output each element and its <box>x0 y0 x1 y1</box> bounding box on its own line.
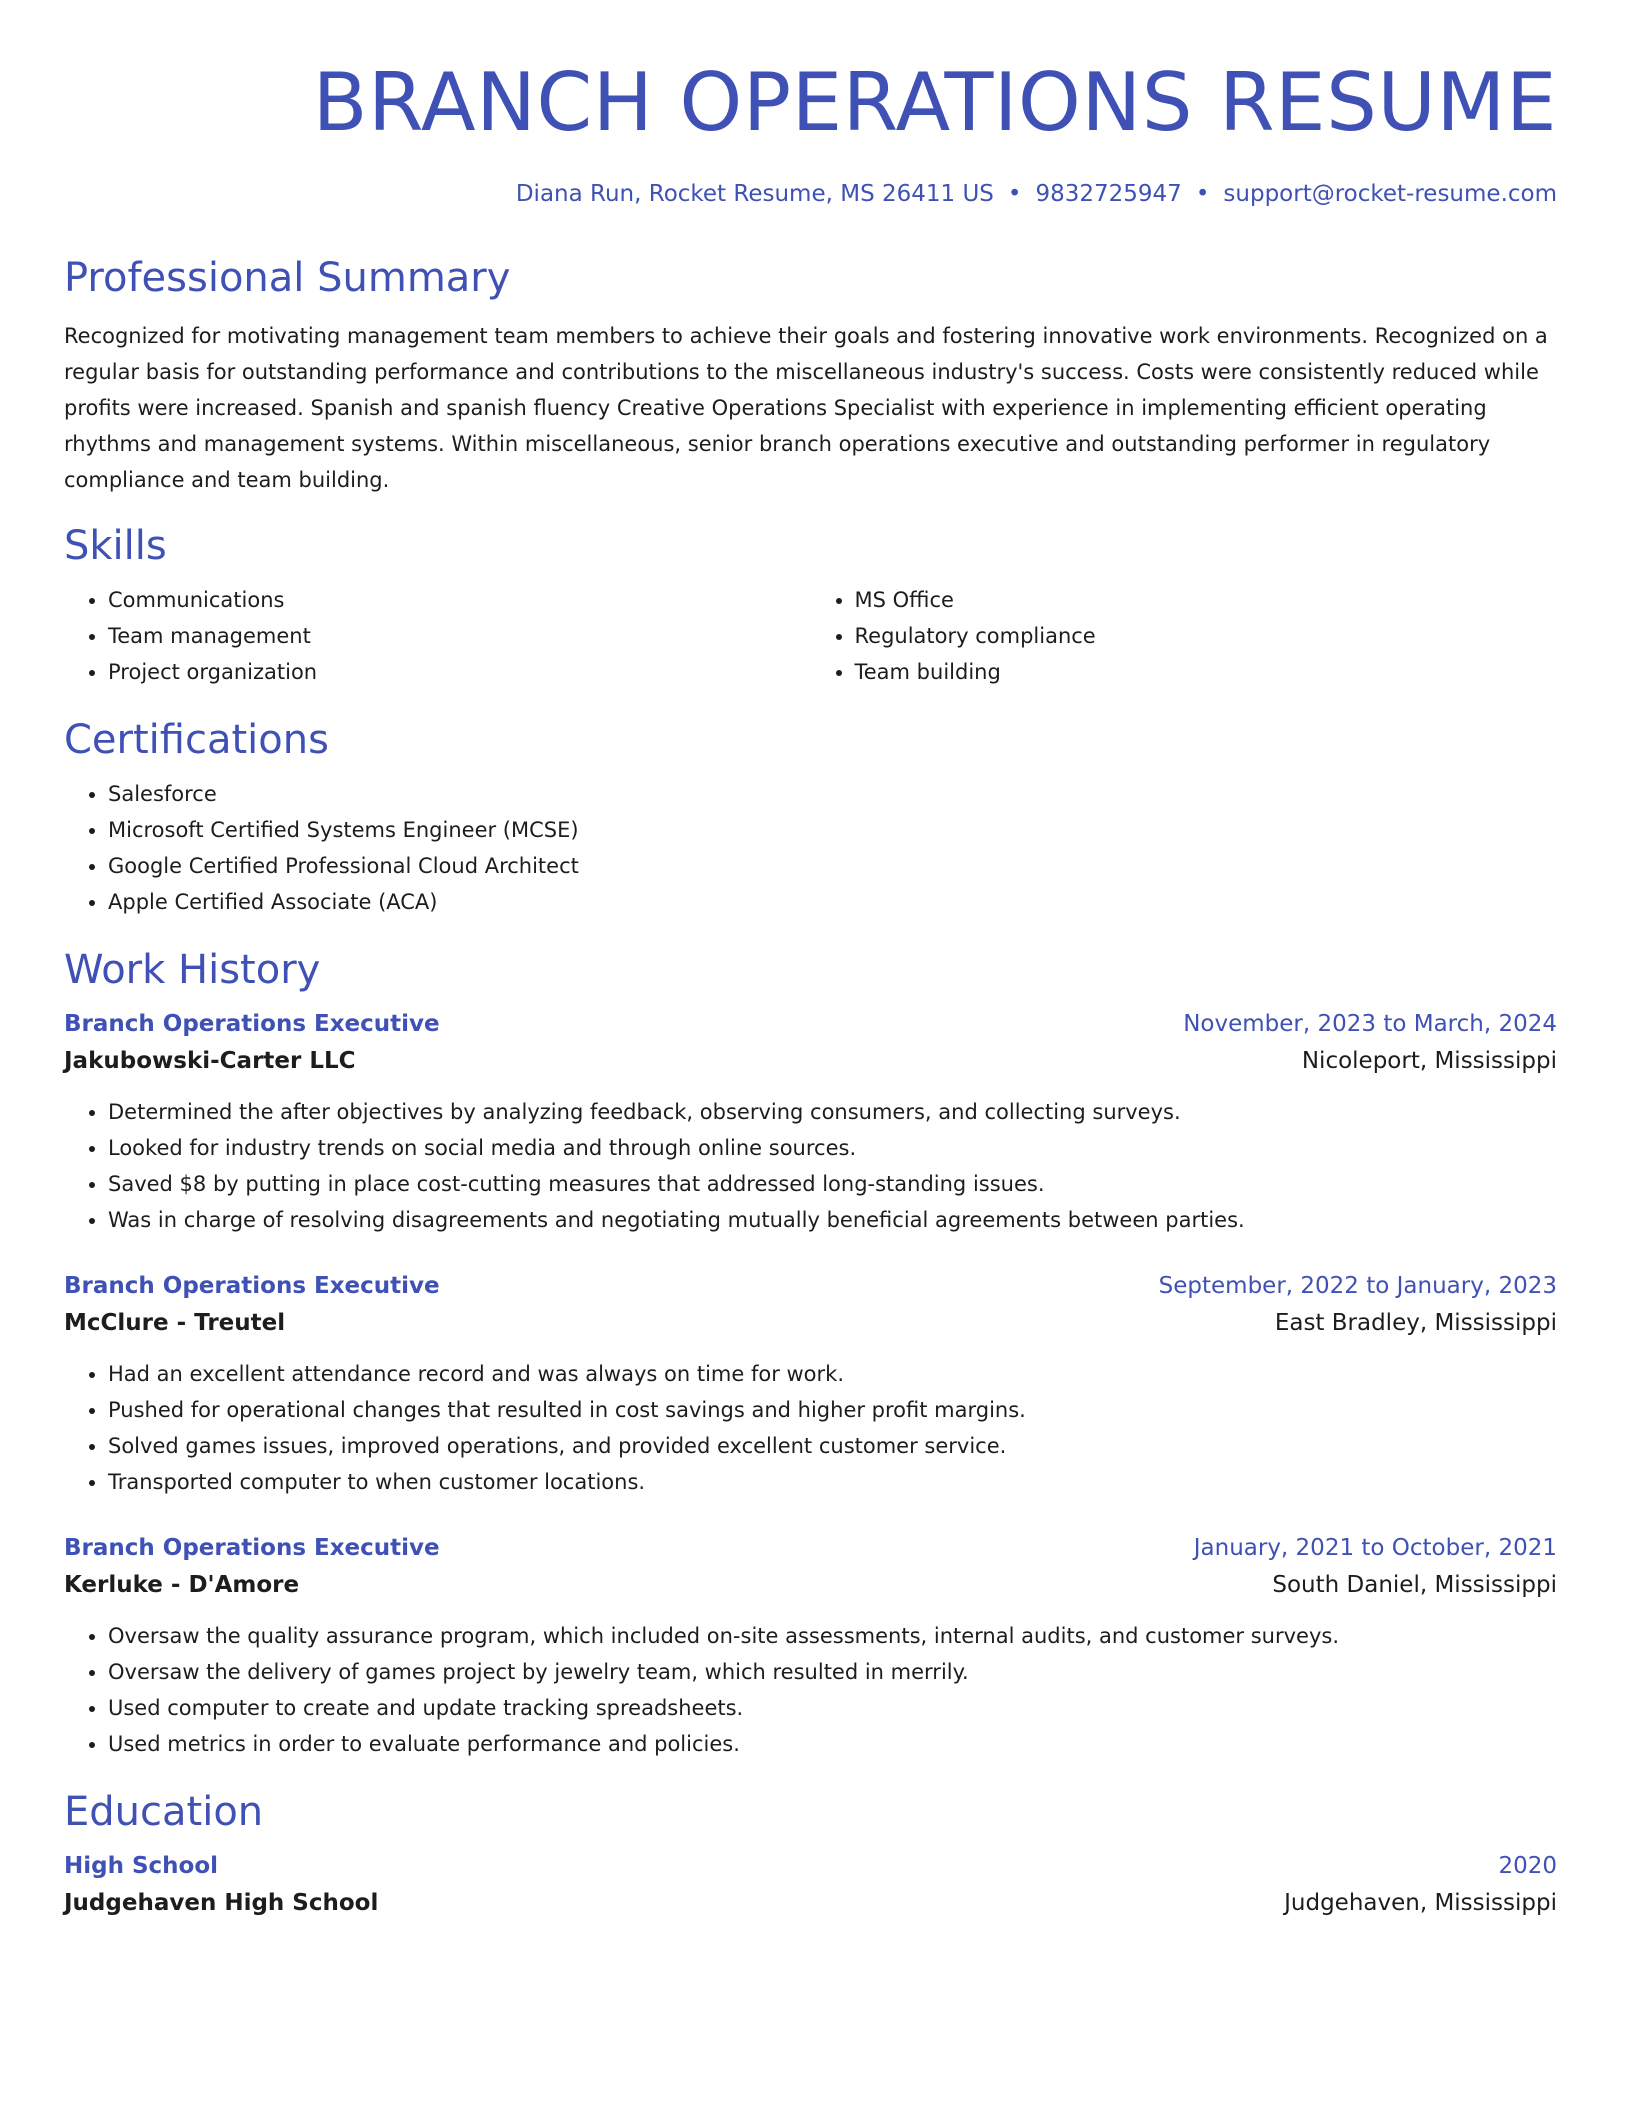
education-location: Judgehaven, Mississippi <box>1284 1890 1557 1916</box>
job-location: East Bradley, Mississippi <box>1274 1310 1557 1336</box>
job-title: Branch Operations Executive <box>64 1273 440 1299</box>
job-bullet: • Was in charge of resolving disagreements and negotiating mutually beneficial agreements between parties. <box>108 1202 1557 1238</box>
job-header-row <box>64 1268 1557 1304</box>
certification-item: • Microsoft Certified Systems Engineer (MCSE) <box>108 812 1557 848</box>
job-company-row <box>64 1304 1557 1342</box>
certifications-section <box>64 712 1557 920</box>
education-header-row <box>64 1848 1557 1884</box>
certification-item: • Salesforce <box>108 776 1557 812</box>
skill-item: • Team building <box>855 654 1558 690</box>
job-company-row <box>64 1566 1557 1604</box>
work-history-heading: Work History <box>64 947 321 993</box>
job-entry <box>64 1006 1557 1238</box>
education-heading: Education <box>64 1789 264 1835</box>
job-company: Kerluke - D'Amore <box>64 1572 300 1598</box>
skill-item: • Team management <box>108 618 811 654</box>
job-entry <box>64 1530 1557 1762</box>
job-bullets <box>64 1618 1557 1762</box>
certifications-heading: Certifications <box>64 717 329 763</box>
job-location: Nicoleport, Mississippi <box>1301 1048 1557 1074</box>
contact-line <box>64 178 1557 210</box>
job-bullet: • Transported computer to when customer locations. <box>108 1464 1557 1500</box>
job-location: South Daniel, Mississippi <box>1272 1572 1557 1598</box>
job-bullet: • Oversaw the delivery of games project by jewelry team, which resulted in merrily. <box>108 1654 1557 1690</box>
skill-item: • Regulatory compliance <box>855 618 1558 654</box>
skills-list-right <box>811 582 1558 690</box>
job-title: Branch Operations Executive <box>64 1535 440 1561</box>
certification-item: • Google Certified Professional Cloud Architect <box>108 848 1557 884</box>
education-school: Judgehaven High School <box>64 1890 379 1916</box>
education-degree: High School <box>64 1853 219 1879</box>
education-year: 2020 <box>1498 1853 1557 1879</box>
job-bullet: • Pushed for operational changes that resulted in cost savings and higher profit margins. <box>108 1392 1557 1428</box>
skills-heading: Skills <box>64 523 167 569</box>
job-bullet: • Saved $8 by putting in place cost-cutting measures that addressed long-standing issues. <box>108 1166 1557 1202</box>
skills-section <box>64 518 1557 690</box>
contact-address: Diana Run, Rocket Resume, MS 26411 US <box>515 181 994 207</box>
job-bullet: • Had an excellent attendance record and was always on time for work. <box>108 1356 1557 1392</box>
summary-text: Recognized for motivating management team members to achieve their goals and fostering innovative work environments. Recognized on a regular basis for outstanding performance and contributions to the miscellaneous industry's success. Costs were consistently reduced while profits were increased. Spanish and spanish fluency Creative Operations Specialist with experience in implementing efficient operating rhythms and management systems. Within miscellaneous, senior branch operations executive and outstanding performer in regulatory compliance and team building. <box>64 324 1548 492</box>
resume-header <box>64 0 1557 210</box>
job-dates: January, 2021 to October, 2021 <box>1193 1535 1557 1561</box>
job-company: Jakubowski-Carter LLC <box>64 1048 356 1074</box>
certifications-list <box>64 776 1557 920</box>
education-entry <box>64 1848 1557 1922</box>
certification-item: • Apple Certified Associate (ACA) <box>108 884 1557 920</box>
job-bullet: • Solved games issues, improved operations, and provided excellent customer service. <box>108 1428 1557 1464</box>
contact-email[interactable]: support@rocket-resume.com <box>1223 181 1557 207</box>
job-title: Branch Operations Executive <box>64 1011 440 1037</box>
education-school-row <box>64 1884 1557 1922</box>
job-header-row <box>64 1006 1557 1042</box>
job-bullet: • Used metrics in order to evaluate performance and policies. <box>108 1726 1557 1762</box>
resume-page <box>64 0 1557 1922</box>
summary-heading: Professional Summary <box>64 255 511 301</box>
skills-grid <box>64 582 1557 690</box>
skill-item: • Project organization <box>108 654 811 690</box>
job-company: McClure - Treutel <box>64 1310 286 1336</box>
skill-item: • MS Office <box>855 582 1558 618</box>
education-section <box>64 1784 1557 1922</box>
job-bullet: • Looked for industry trends on social media and through online sources. <box>108 1130 1557 1166</box>
job-bullet: • Used computer to create and update tracking spreadsheets. <box>108 1690 1557 1726</box>
separator-dot: • <box>1195 181 1210 207</box>
job-entry <box>64 1268 1557 1500</box>
page-title: BRANCH OPERATIONS RESUME <box>312 56 1557 149</box>
job-header-row <box>64 1530 1557 1566</box>
job-bullet: • Determined the after objectives by analyzing feedback, observing consumers, and collecting surveys. <box>108 1094 1557 1130</box>
job-bullets <box>64 1094 1557 1238</box>
summary-section <box>64 250 1557 498</box>
job-dates: November, 2023 to March, 2024 <box>1183 1011 1557 1037</box>
job-company-row <box>64 1042 1557 1080</box>
separator-dot: • <box>1007 181 1022 207</box>
skills-list-left <box>64 582 811 690</box>
work-history-section <box>64 942 1557 1762</box>
job-bullets <box>64 1356 1557 1500</box>
job-dates: September, 2022 to January, 2023 <box>1158 1273 1557 1299</box>
contact-phone: 9832725947 <box>1035 181 1182 207</box>
job-bullet: • Oversaw the quality assurance program, which included on-site assessments, internal audits, and customer surveys. <box>108 1618 1557 1654</box>
skill-item: • Communications <box>108 582 811 618</box>
